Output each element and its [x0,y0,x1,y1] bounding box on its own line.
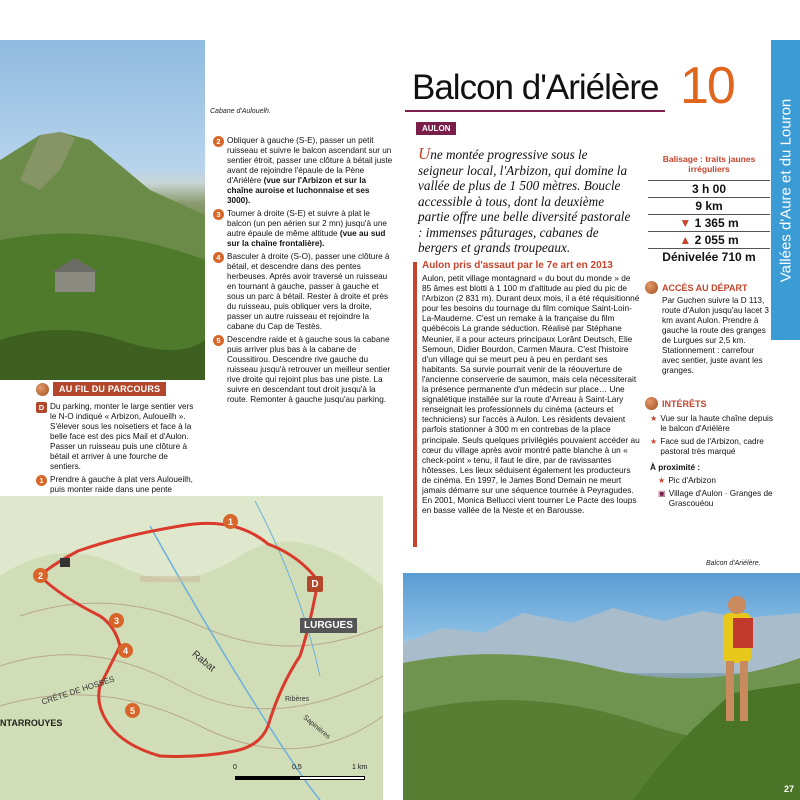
cabane-marker [60,558,70,567]
up-triangle-icon: ▲ [679,233,692,247]
side-tab [771,40,800,340]
step-3 [213,209,393,249]
balisage: Balisage : traits jaunes irréguliers [662,154,756,174]
place-sapinieres: Sapinières [301,714,332,741]
proximite-item [650,489,774,509]
place-ntarrouyes: NTARROUYES [0,718,63,728]
intro-paragraph [418,146,636,256]
side-tab-label: Vallées d'Aure et du Louron [777,98,795,282]
proximite-label: À proximité : [650,463,701,472]
stat-distance: 9 km [648,198,770,215]
step-text-bold: (vue sur l'Arbizon et sur la chaîne auroise et luchonnaise et ses 3000). [227,176,370,205]
waypoint-4-icon: 4 [213,252,224,263]
caption-right: Balcon d'Ariélère. [706,560,761,567]
intro-text: ne montée progressive sous le seigneur local, l'Arbizon, qui domine la vallée de plus de 1 500 mètres. Boucle accessible à tous, dont la deuxième partie offre une belle diversité pastorale : immenses pâturages, cabanes de bergers et grands troupeaux. [418,147,631,255]
village-square-icon: ▣ [658,489,666,498]
scale-0: 0 [233,764,237,771]
acces-header [645,281,748,294]
bullet-ball-icon [645,281,658,294]
interet-item [650,414,774,434]
bullet-ball-icon [645,397,658,410]
place-lurgues: LURGUES [300,618,357,633]
step-4 [213,252,393,332]
title-rule [405,110,665,112]
intro-dropcap: U [418,144,431,163]
step-2 [213,136,393,206]
waypoint-2-icon: 2 [213,136,224,147]
scale-half: 0,5 [292,764,302,771]
step-text: Tourner à droite (S-E) et suivre à plat le balcon (un pen aérien sur 2 mn) jusqu'à une autre épaule de même altitude [227,209,387,238]
step-5 [213,335,393,405]
feature-text: Aulon, petit village montagnard « du bout du monde » de 85 âmes est blotti à 1 100 m d'altitude au pied du pic de l'Arbizon (2 831 m). Durant deux mois, il a été réquisitionné pour les besoins du tournage du film comique Saint-Loin-La-Mauderne. C'est un remake à la française du film québécois La grande séduction. Réalisé par Stéphane Meunier, il a pour acteurs principaux Lorânt Deutsch, Elie Semoun, Didier Bourdon, Carmen Maura. C'est l'histoire d'un village qui se meurt peu à peu en perdant ses habitants. Sa survie pourrait venir de la réouverture de l'ancienne conserverie de saumon, mais cela nécessiterait la présence permanente d'un médecin sur place… Une signalétique installée sur la route d'Arreau à Saint-Lary renseignait les professionnels du cinéma (acteurs et techniciens) sur l'accès à Aulon. Les résidents devaient parfois stationner à 300 m en contrebas de la place principale. Seuls quelques privilégiés pouvaient accéder au cœur du village après avoir montré patte blanche à un « check-point » tenu, il faut le dire, par de ravissantes hôtesses. Les lieux séduisent également les producteurs de cinéma. En 1997, le James Bond Demain ne meurt jamais démarre sur une séquence tournée à Peyragudes. En 2001, Monica Bellucci vient tourner Le Pacte des loups en basse vallée de la Neste et en Barousse. [422,273,640,516]
parcours-header [36,382,166,396]
feature-heading: Aulon pris d'assaut par le 7e art en 2013 [422,260,613,271]
interets-list [650,414,774,509]
interet-text: Face sud de l'Arbizon, cadre pastoral très marqué [660,437,764,456]
interet-text: Vue sur la haute chaîne depuis le balcon d'Ariélère [660,414,773,433]
step-text: Descendre raide et à gauche sous la cabane puis arriver plus bas à la cabane de Coussitirou. Descendre rive gauche du ruisseau jusqu'à retrouver un meilleur sentier rive droite qui rejoint plus bas une piste. La suivre en descendant tout droit jusqu'à la route. Remonter à gauche jusqu'au parking. [227,335,391,404]
bullet-ball-icon [36,383,49,396]
interets-header [645,397,707,410]
landscape-illustration [403,573,800,800]
proximite-text: Pic d'Arbizon [668,476,716,485]
route-map [0,496,383,800]
place-riberes: Ribères [285,696,310,703]
place-crete: CRÊTE DE HOSSES [40,674,116,707]
acces-text: Par Guchen suivre la D 113, route d'Aulon jusqu'au lacet 3 km avant Aulon. Prendre à gauche la route des granges de Lurgues sur 2,5 km. Stationnement : carrefour avec sentier, juste avant les granges. [662,296,769,375]
interets-heading: INTÉRÊTS [662,398,707,409]
star-icon: ★ [650,414,658,423]
photo-balcon [403,573,800,800]
parcours-heading: AU FIL DU PARCOURS [53,382,166,396]
proximite-text: Village d'Aulon · Granges de Grascouéou [668,489,773,508]
step-d [36,402,201,472]
step-text: Du parking, monter le large sentier vers le N-O indiqué « Arbizon, Auloueilh ». S'élever sous les noisetiers et face à la belle face est des pics Mail et d'Aulon. Passer un ruisseau puis une clôture à bétail et arriver à une fourche de sentiers. [50,402,194,471]
caption-left: Cabane d'Aulouelh. [210,108,271,115]
feature-box [422,260,640,515]
feature-rule [413,262,417,547]
interet-item [650,437,774,457]
stat-duree: 3 h 00 [648,181,770,198]
route-number: 10 [680,57,734,115]
topo-map [0,496,383,800]
point-haut-value: 2 055 m [694,233,739,247]
star-icon: ★ [658,476,666,485]
map-waypoint-2: 2 [33,568,48,583]
stats-panel [648,154,770,265]
map-waypoint-5: 5 [125,703,140,718]
waypoint-3-icon: 3 [213,209,224,220]
parcours-col2 [213,136,393,408]
map-waypoint-4: 4 [118,643,133,658]
place-rabat: Rabat [189,648,218,675]
proximite-item [650,476,774,486]
page-title: Balcon d'Ariélère [412,68,659,107]
photo-cabane [0,40,205,380]
mountain-illustration [0,40,205,380]
location-tag: AULON [416,122,456,135]
step-text-bold: (vue au sud sur la chaîne frontalière). [227,229,386,248]
scale-bar [235,776,365,780]
step-text: Prendre à gauche à plat vers Auloueilh, puis monter raide dans une pente [50,475,193,494]
star-icon: ★ [650,437,658,446]
map-waypoint-1: 1 [223,514,238,529]
step-text: Basculer à droite (S-O), passer une clôture à bétail, et descendre dans des pentes herbeuses. Après avoir traversé un ruisseau en tournant à gauche, passer à gauche et sous un parc à bétail. Rester à droite et près du ruisseau, puis obliquer vers la droite, passer un autre ruisseau et rejoindre la cabane du Cap de Testès. [227,252,390,331]
map-waypoint-d: D [307,576,323,592]
waypoint-5-icon: 5 [213,335,224,346]
acces-heading: ACCÈS AU DÉPART [662,282,748,293]
map-waypoint-3: 3 [109,613,124,628]
point-bas-value: 1 365 m [694,216,739,230]
scale-1km: 1 km [352,764,368,771]
waypoint-d-icon: D [36,402,47,413]
stat-point-bas [648,215,770,232]
waypoint-1-icon: 1 [36,475,47,486]
stat-denivele: Dénivelée 710 m [662,250,756,264]
down-triangle-icon: ▼ [679,216,692,230]
step-text: Obliquer à gauche (S-E), passer un petit ruisseau et suivre le balcon ascendant sur un sentier étroit, passer une clôture à bétail juste avant de rejoindre l'épaule de la Pène d'Ariélère [227,136,393,185]
page-number: 27 [783,784,794,794]
stat-point-haut [648,232,770,249]
